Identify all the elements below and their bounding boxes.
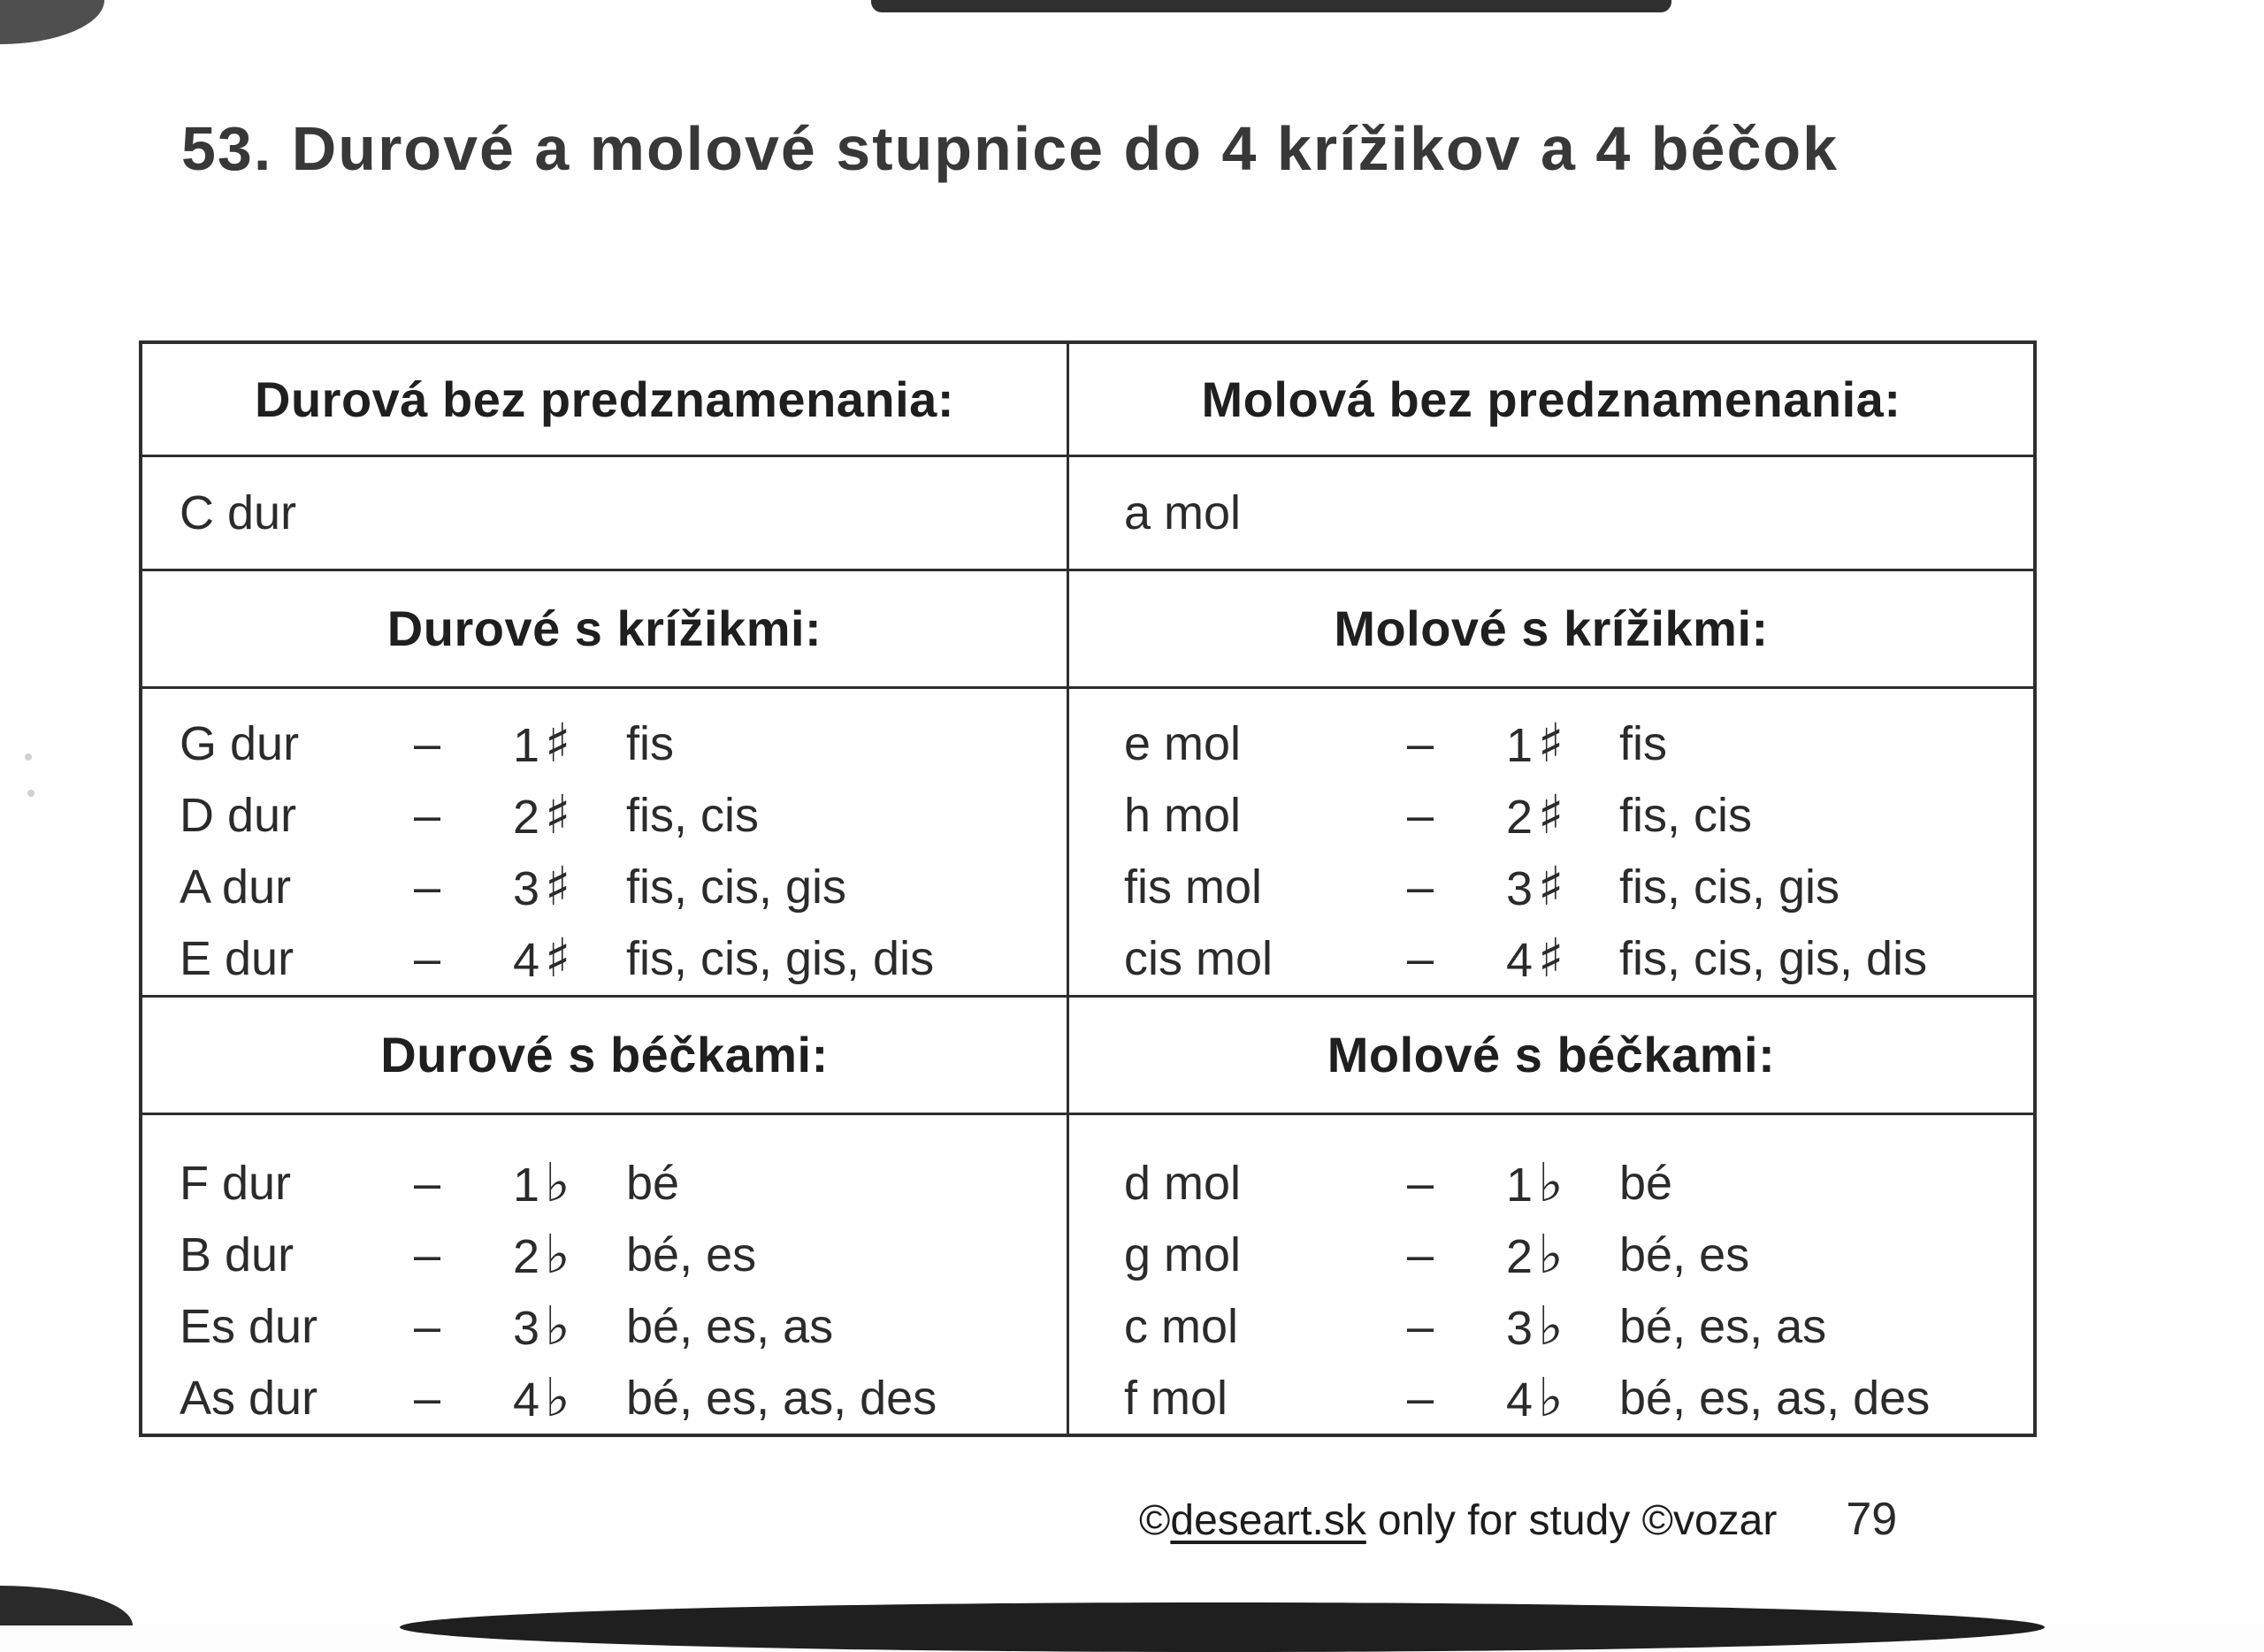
sharp-icon: ♯ <box>1538 856 1564 919</box>
altered-notes: bé <box>626 1156 680 1210</box>
scale-row <box>1124 1362 2033 1434</box>
copyright-site-link: deseart.sk <box>1170 1497 1366 1544</box>
accidental-count: 1 <box>1506 1158 1534 1212</box>
minor-sharps-header: Molové s krížikmi: <box>1334 600 1769 657</box>
flat-icon: ♭ <box>1538 1151 1564 1214</box>
sharp-icon: ♯ <box>1538 713 1564 776</box>
scale-name: d mol <box>1124 1156 1242 1210</box>
dash: – <box>1407 1299 1434 1353</box>
key-signature <box>513 784 626 846</box>
page-title: 53. Durové a molové stupnice do 4 krížikov a 4 béčok <box>181 114 1840 183</box>
flat-icon: ♭ <box>545 1366 570 1429</box>
scale-name: fis mol <box>1124 860 1263 914</box>
dash: – <box>414 1228 441 1281</box>
altered-notes: fis, cis, gis, dis <box>1619 932 1928 986</box>
key-signature <box>1506 1367 1619 1429</box>
altered-notes: fis <box>1619 717 1667 771</box>
scale-name: Es dur <box>180 1299 318 1353</box>
altered-notes: bé, es, as <box>1619 1299 1827 1353</box>
accidental-count: 2 <box>1506 1229 1534 1283</box>
flat-icon: ♭ <box>1538 1295 1564 1358</box>
copyright-note: only for study ©vozar <box>1377 1497 1778 1544</box>
accidental-count: 4 <box>513 1373 540 1426</box>
dash: – <box>414 932 441 986</box>
key-signature <box>1506 1152 1619 1214</box>
page-number: 79 <box>1846 1494 1898 1545</box>
sharps-scales-row <box>142 689 2033 998</box>
dash: – <box>1407 860 1434 914</box>
dash: – <box>414 789 441 843</box>
dash: – <box>414 1371 441 1425</box>
scale-name: D dur <box>180 789 297 843</box>
scale-name: h mol <box>1124 789 1242 843</box>
altered-notes: bé, es <box>1619 1228 1750 1281</box>
key-signature <box>1506 856 1619 918</box>
scale-row <box>1124 923 2033 995</box>
scan-artifact-top-bar <box>871 0 1671 12</box>
scale-name: f mol <box>1124 1371 1228 1425</box>
altered-notes: bé, es, as, des <box>1619 1371 1931 1425</box>
key-signature <box>513 1152 626 1214</box>
minor-no-signature-scale: a mol <box>1124 486 1242 539</box>
altered-notes: bé, es, as <box>626 1299 834 1353</box>
altered-notes: bé, es, as, des <box>626 1371 937 1425</box>
sharp-icon: ♯ <box>545 928 571 990</box>
scale-name: As dur <box>180 1371 318 1425</box>
accidental-count: 4 <box>1506 1373 1534 1426</box>
sharp-icon: ♯ <box>1538 784 1564 847</box>
sharp-icon: ♯ <box>545 713 571 776</box>
scale-row <box>180 1290 1067 1362</box>
scale-name: E dur <box>180 932 294 986</box>
altered-notes: fis, cis, gis <box>1619 860 1840 914</box>
scale-name: A dur <box>180 860 292 914</box>
flats-scales-row <box>142 1115 2033 1434</box>
minor-sharps-list <box>1069 689 2033 995</box>
key-signature <box>513 928 626 990</box>
accidental-count: 3 <box>513 862 540 916</box>
altered-notes: fis <box>626 717 674 771</box>
dash: – <box>1407 1156 1434 1210</box>
key-signature <box>1506 1296 1619 1358</box>
dash: – <box>1407 789 1434 843</box>
altered-notes: fis, cis, gis <box>626 860 847 914</box>
scale-row <box>180 780 1067 852</box>
scale-row <box>1124 1147 2033 1219</box>
key-signature <box>1506 784 1619 846</box>
altered-notes: bé, es <box>626 1228 757 1281</box>
scan-artifact-bottom-left-corner <box>0 1586 133 1625</box>
altered-notes: fis, cis <box>626 789 760 843</box>
scales-table <box>139 340 2037 1437</box>
flat-icon: ♭ <box>545 1223 570 1286</box>
dash: – <box>414 860 441 914</box>
scan-artifact-top-left-corner <box>0 0 104 44</box>
accidental-count: 1 <box>1506 719 1534 773</box>
accidental-count: 4 <box>513 934 540 988</box>
flat-icon: ♭ <box>545 1295 570 1358</box>
major-sharps-header: Durové s krížikmi: <box>142 571 1069 686</box>
scale-name: e mol <box>1124 717 1242 771</box>
key-signature <box>1506 713 1619 775</box>
copyright-symbol: © <box>1139 1497 1171 1544</box>
major-flats-header: Durové s béčkami: <box>142 998 1069 1113</box>
dash: – <box>1407 932 1434 986</box>
scale-row <box>180 852 1067 923</box>
key-signature <box>513 1296 626 1358</box>
major-no-signature-scale: C dur <box>142 457 1069 568</box>
scale-row <box>180 708 1067 780</box>
scale-name: g mol <box>1124 1228 1242 1281</box>
scan-artifact-bottom-bar <box>400 1602 2045 1652</box>
scale-name: B dur <box>180 1228 294 1281</box>
minor-flats-list <box>1069 1115 2033 1434</box>
key-signature <box>513 713 626 775</box>
scale-row <box>180 1147 1067 1219</box>
scale-row <box>1124 852 2033 923</box>
accidental-count: 1 <box>513 1158 540 1212</box>
major-sharps-list <box>142 689 1069 995</box>
sharp-icon: ♯ <box>545 784 571 847</box>
dash: – <box>414 717 441 771</box>
scan-speck <box>27 790 34 797</box>
accidental-count: 1 <box>513 719 540 773</box>
accidental-count: 3 <box>1506 1301 1534 1355</box>
altered-notes: bé <box>1619 1156 1673 1210</box>
page-footer <box>1139 1493 1897 1546</box>
altered-notes: fis, cis, gis, dis <box>626 932 935 986</box>
flat-icon: ♭ <box>1538 1223 1564 1286</box>
scale-name: F dur <box>180 1156 292 1210</box>
dash: – <box>414 1156 441 1210</box>
key-signature <box>513 1367 626 1429</box>
scale-row <box>180 1362 1067 1434</box>
flat-icon: ♭ <box>1538 1366 1564 1429</box>
scale-row <box>1124 1219 2033 1290</box>
minor-no-signature-header: Molová bez predznamenania: <box>1201 371 1901 428</box>
minor-flats-header: Molové s béčkami: <box>1327 1027 1776 1083</box>
sharp-icon: ♯ <box>1538 928 1564 990</box>
scale-name: c mol <box>1124 1299 1239 1353</box>
scale-row <box>1124 780 2033 852</box>
accidental-count: 3 <box>1506 862 1534 916</box>
key-signature <box>513 856 626 918</box>
sharp-icon: ♯ <box>545 856 571 919</box>
dash: – <box>1407 717 1434 771</box>
major-no-signature-header: Durová bez predznamenania: <box>142 344 1069 455</box>
scale-row <box>1124 1290 2033 1362</box>
accidental-count: 2 <box>1506 791 1534 845</box>
dash: – <box>1407 1228 1434 1281</box>
scale-name: cis mol <box>1124 932 1274 986</box>
dash: – <box>414 1299 441 1353</box>
scale-row <box>180 923 1067 995</box>
accidental-count: 2 <box>513 791 540 845</box>
dash: – <box>1407 1371 1434 1425</box>
accidental-count: 3 <box>513 1301 540 1355</box>
no-signature-header-row <box>142 344 2033 457</box>
altered-notes: fis, cis <box>1619 789 1753 843</box>
major-flats-list <box>142 1115 1069 1434</box>
key-signature <box>1506 1224 1619 1286</box>
scale-row <box>1124 708 2033 780</box>
no-signature-scales-row <box>142 457 2033 570</box>
scale-row <box>180 1219 1067 1290</box>
key-signature <box>1506 928 1619 990</box>
scan-speck <box>25 753 32 761</box>
flat-icon: ♭ <box>545 1151 570 1214</box>
key-signature <box>513 1224 626 1286</box>
flats-header-row <box>142 998 2033 1115</box>
accidental-count: 4 <box>1506 934 1534 988</box>
sharps-header-row <box>142 571 2033 689</box>
scale-name: G dur <box>180 717 300 771</box>
accidental-count: 2 <box>513 1229 540 1283</box>
